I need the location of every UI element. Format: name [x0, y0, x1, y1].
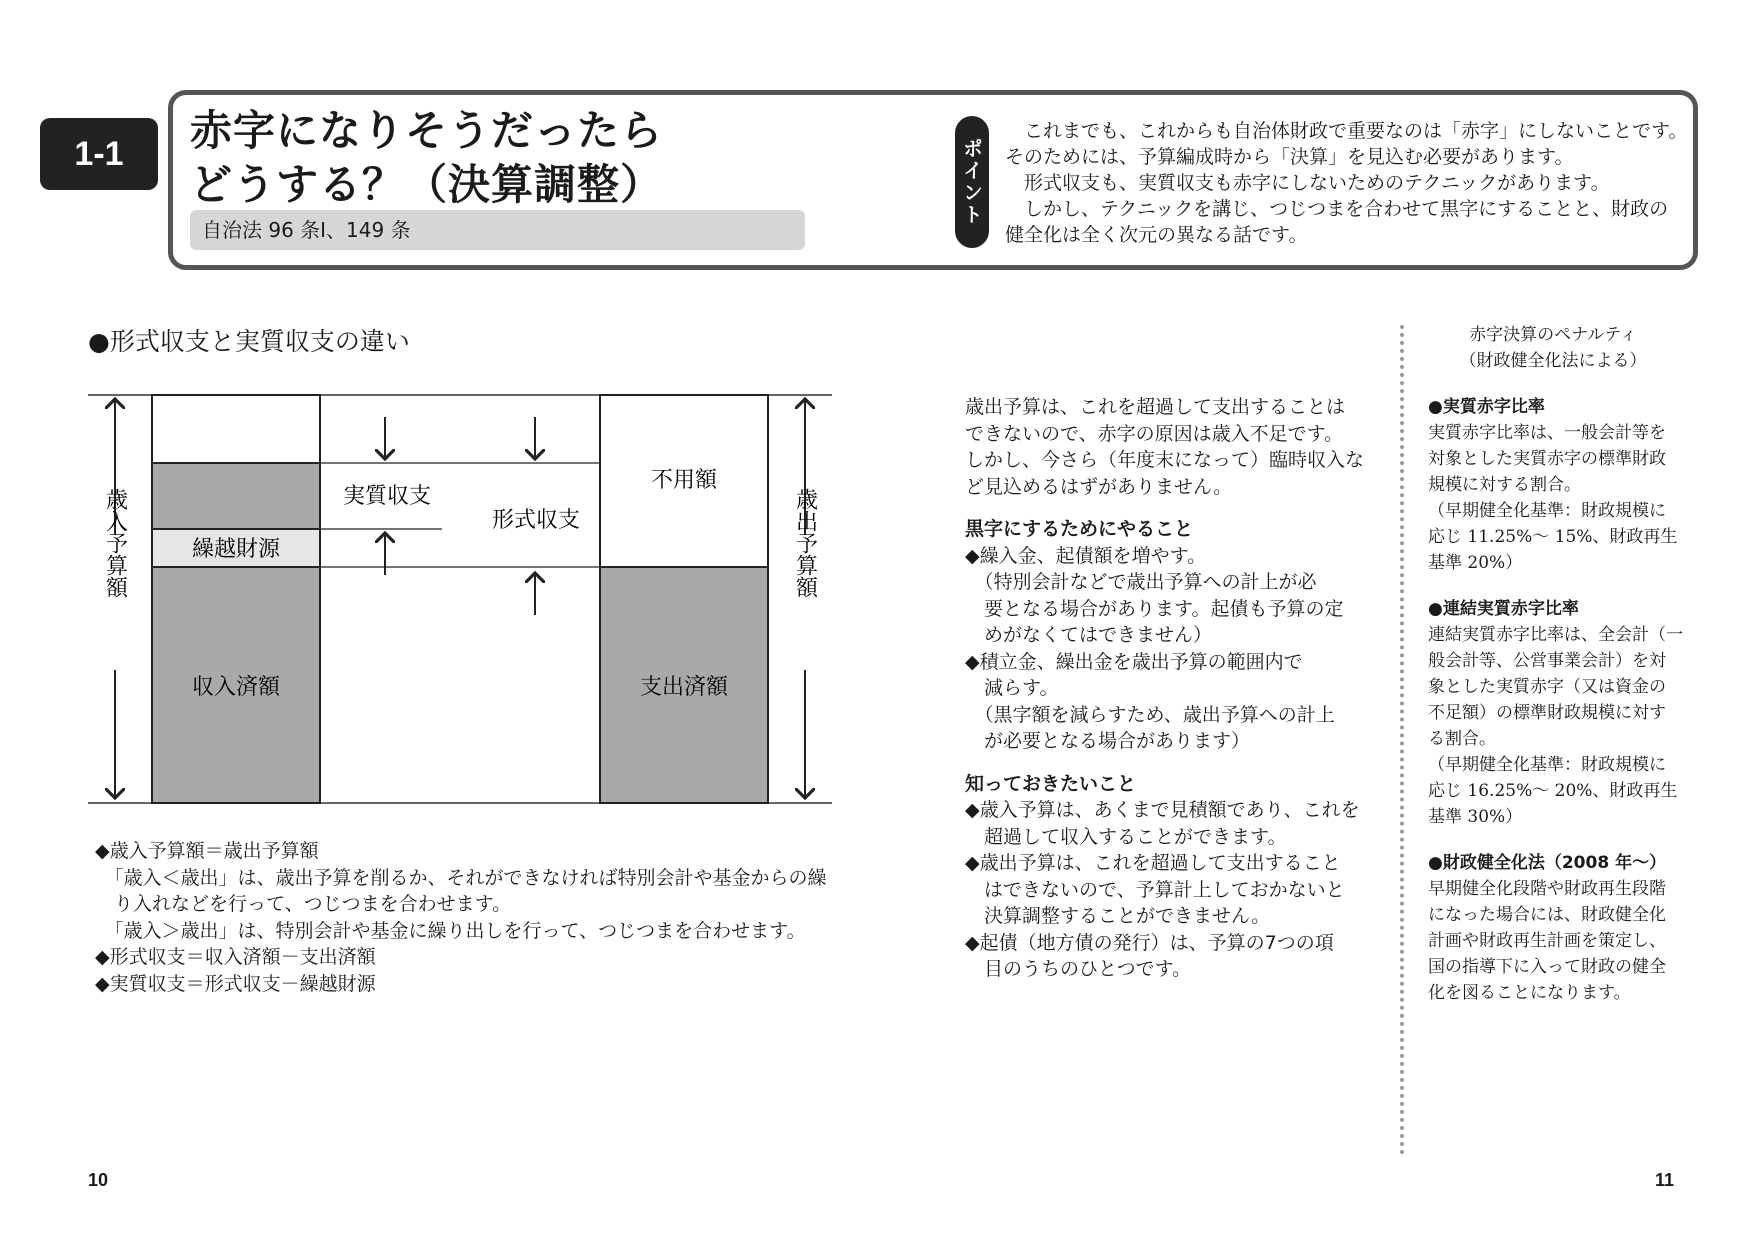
- intro-line: 歳出予算は、これを超過して支出することは: [965, 396, 1346, 418]
- surplus-heading: 黒字にするためにやること: [965, 518, 1194, 540]
- sidebar-line: 早期健全化段階や財政再生段階: [1428, 879, 1666, 899]
- know-line: 決算調整することができません。: [965, 905, 1271, 927]
- point-line: そのためには、予算編成時から「決算」を見込む必要があります。: [1005, 146, 1574, 168]
- column-separator: [1400, 325, 1404, 1155]
- sidebar-line: 象とした実質赤字（又は資金の: [1428, 677, 1666, 697]
- title-line-1: 赤字になりそうだったら: [190, 106, 664, 155]
- sidebar-line: 基準 20%）: [1428, 553, 1523, 573]
- surplus-line: （特別会計などで歳出予算への計上が必: [965, 571, 1317, 593]
- sidebar-line: 対象とした実質赤字の標準財政: [1428, 449, 1666, 469]
- know-line: ◆歳入予算は、あくまで見積額であり、これを: [965, 799, 1360, 821]
- title-line-2: どうする？（決算調整）: [190, 160, 664, 209]
- sidebar-line: 化を図ることになります。: [1428, 983, 1631, 1003]
- intro-line: ど見込めるはずがありません。: [965, 475, 1233, 498]
- sidebar-line: になった場合には、財政健全化: [1428, 905, 1666, 925]
- surplus-line: が必要となる場合があります）: [965, 730, 1251, 752]
- surplus-line: （黒字額を減らすため、歳出予算への計上: [965, 703, 1335, 726]
- note-line: ◆形式収支＝収入済額－支出済額: [95, 946, 376, 968]
- chapter-number: 1-1: [40, 118, 158, 190]
- surplus-line: ◆積立金、繰出金を歳出予算の範囲内で: [965, 650, 1303, 673]
- know-line: 超過して収入することができます。: [965, 825, 1287, 848]
- expenditure-budget-label: 歳出予算額: [792, 488, 818, 598]
- surplus-line: ◆繰入金、起債額を増やす。: [965, 544, 1207, 567]
- page-number-right: 11: [1655, 1170, 1675, 1190]
- know-heading: 知っておきたいこと: [965, 772, 1137, 795]
- know-line: はできないので、予算計上しておかないと: [965, 878, 1345, 901]
- point-badge: ポイント: [955, 116, 989, 248]
- note-line: ◆歳入予算額＝歳出予算額: [95, 840, 319, 862]
- know-line: ◆歳出予算は、これを超過して支出すること: [965, 852, 1341, 874]
- sidebar-line: （早期健全化基準：財政規模に: [1428, 501, 1666, 521]
- note-line: り入れなどを行って、つじつまを合わせます。: [95, 893, 512, 915]
- unused-label: 不用額: [650, 468, 718, 493]
- point-line: これまでも、これからも自治体財政で重要なのは「赤字」にしないことです。: [1005, 120, 1688, 142]
- sidebar-caption: 赤字決算のペナルティ: [1469, 325, 1637, 345]
- balance-diagram: [80, 385, 840, 810]
- point-line: 健全化は全く次元の異なる話です。: [1005, 224, 1308, 246]
- note-line: ◆実質収支＝形式収支－繰越財源: [95, 972, 376, 995]
- diagram-heading: ●形式収支と実質収支の違い: [88, 327, 410, 356]
- sidebar-line: 不足額）の標準財政規模に対す: [1428, 703, 1666, 723]
- sidebar-section-heading: ●連結実質赤字比率: [1428, 599, 1579, 619]
- expenditure-settled-label: 支出済額: [639, 675, 729, 700]
- real-balance-label: 実質収支: [342, 484, 432, 509]
- revenue-settled-label: 収入済額: [191, 675, 281, 700]
- sidebar-line: 国の指導下に入って財政の健全: [1428, 957, 1666, 977]
- point-line: 形式収支も、実質収支も赤字にしないためのテクニックがあります。: [1005, 172, 1610, 194]
- sidebar-line: 般会計等、公営事業会計）を対: [1428, 651, 1666, 671]
- middle-column: [965, 394, 1365, 983]
- penalty-sidebar: [1428, 322, 1683, 1006]
- revenue-budget-label: 歳入予算額: [102, 488, 128, 598]
- sidebar-line: 基準 30%）: [1428, 807, 1523, 827]
- revenue-upper-shade: [152, 463, 320, 529]
- page-number-left: 10: [88, 1170, 109, 1190]
- sidebar-line: 応じ 11.25%～ 15%、財政再生: [1428, 527, 1678, 547]
- intro-line: しかし、今さら（年度末になって）臨時収入な: [965, 449, 1365, 471]
- sidebar-section-heading: ●実質赤字比率: [1428, 397, 1545, 417]
- sidebar-line: 計画や財政再生計画を策定し、: [1428, 931, 1666, 951]
- note-line: 「歳入＞歳出」は、特別会計や基金に繰り出しを行って、つじつまを合わせます。: [95, 919, 806, 942]
- sidebar-line: 実質赤字比率は、一般会計等を: [1428, 423, 1666, 443]
- intro-line: できないので、赤字の原因は歳入不足です。: [965, 422, 1344, 445]
- sidebar-line: （早期健全化基準：財政規模に: [1428, 755, 1666, 775]
- note-line: 「歳入＜歳出」は、歳出予算を削るか、それができなければ特別会計や基金からの繰: [95, 866, 827, 889]
- formal-balance-label: 形式収支: [491, 508, 581, 533]
- law-reference: 自治法 96 条Ⅰ、149 条: [190, 210, 805, 250]
- surplus-line: 要となる場合があります。起債も予算の定: [965, 597, 1344, 620]
- point-line: しかし、テクニックを講じ、つじつまを合わせて黒字にすることと、財政の: [1005, 198, 1669, 220]
- page-title: [190, 104, 663, 212]
- sidebar-section-heading: ●財政健全化法（2008 年～）: [1428, 853, 1667, 873]
- sidebar-caption: （財政健全化法による）: [1459, 351, 1647, 371]
- sidebar-line: 応じ 16.25%～ 20%、財政再生: [1428, 781, 1678, 801]
- sidebar-line: 連結実質赤字比率は、全会計（一: [1428, 625, 1683, 645]
- carryover-label: 繰越財源: [191, 537, 281, 562]
- sidebar-line: る割合。: [1428, 729, 1496, 749]
- surplus-line: めがなくてはできません）: [965, 624, 1213, 646]
- diagram-notes: [95, 838, 855, 997]
- know-line: ◆起債（地方債の発行）は、予算の7つの項: [965, 931, 1334, 954]
- surplus-line: 減らす。: [965, 677, 1059, 699]
- know-line: 目のうちのひとつです。: [965, 958, 1192, 980]
- sidebar-line: 規模に対する割合。: [1428, 475, 1581, 495]
- point-text: [1005, 118, 1688, 248]
